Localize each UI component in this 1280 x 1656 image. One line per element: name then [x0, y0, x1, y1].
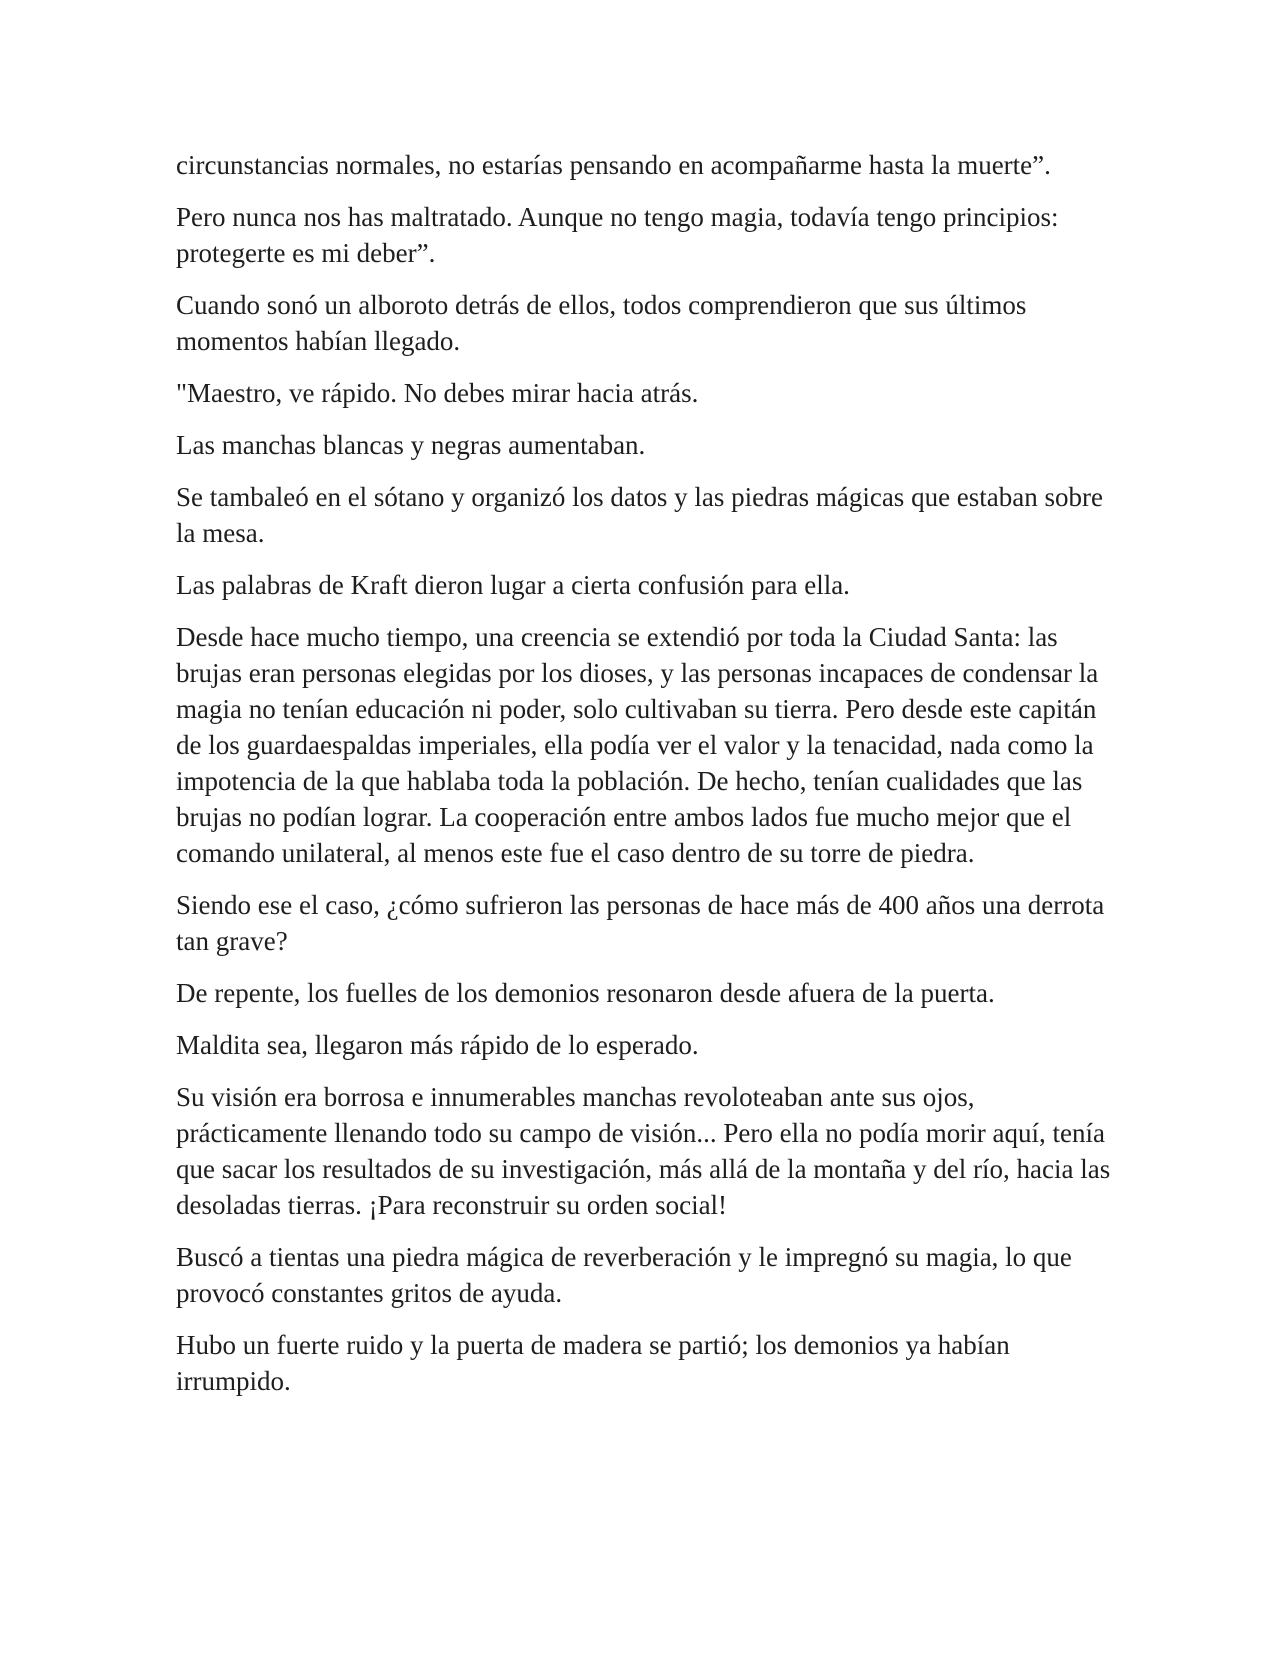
- paragraph-2: Pero nunca nos has maltratado. Aunque no tengo magia, todavía tengo principios: protegerte es mi deber”.: [176, 202, 1059, 268]
- paragraph-9: Siendo ese el caso, ¿cómo sufrieron las personas de hace más de 400 años una derrota tan grave?: [176, 890, 1105, 956]
- document-body: [176, 147, 1116, 1415]
- paragraph-4: "Maestro, ve rápido. No debes mirar hacia atrás.: [176, 378, 699, 408]
- paragraph-7: Las palabras de Kraft dieron lugar a cierta confusión para ella.: [176, 570, 850, 600]
- paragraph-5: Las manchas blancas y negras aumentaban.: [176, 430, 646, 460]
- paragraph-8: Desde hace mucho tiempo, una creencia se extendió por toda la Ciudad Santa: las brujas eran personas elegidas por los dioses, y las personas incapaces de condensar la magia no tenían educación ni poder, solo cultivaban su tierra. Pero desde este capitán de los guardaespaldas imperiales, ella podía ver el valor y la tenacidad, nada como la impotencia de la que hablaba toda la población. De hecho, tenían cualidades que las brujas no podían lograr. La cooperación entre ambos lados fue mucho mejor que el comando unilateral, al menos este fue el caso dentro de su torre de piedra.: [176, 622, 1099, 868]
- paragraph-11: Maldita sea, llegaron más rápido de lo esperado.: [176, 1030, 699, 1060]
- paragraph-14: Hubo un fuerte ruido y la puerta de madera se partió; los demonios ya habían irrumpido.: [176, 1330, 1010, 1396]
- paragraph-10: De repente, los fuelles de los demonios resonaron desde afuera de la puerta.: [176, 978, 995, 1008]
- paragraph-3: Cuando sonó un alboroto detrás de ellos, todos comprendieron que sus últimos momentos habían llegado.: [176, 290, 1027, 356]
- paragraph-13: Buscó a tientas una piedra mágica de reverberación y le impregnó su magia, lo que provocó constantes gritos de ayuda.: [176, 1242, 1072, 1308]
- paragraph-1: circunstancias normales, no estarías pensando en acompañarme hasta la muerte”.: [176, 150, 1051, 180]
- paragraph-12: Su visión era borrosa e innumerables manchas revoloteaban ante sus ojos, prácticamente llenando todo su campo de visión... Pero ella no podía morir aquí, tenía que sacar los resultados de su investigación, más allá de la montaña y del río, hacia las desoladas tierras. ¡Para reconstruir su orden social!: [176, 1082, 1111, 1220]
- paragraph-6: Se tambaleó en el sótano y organizó los datos y las piedras mágicas que estaban sobre la mesa.: [176, 482, 1103, 548]
